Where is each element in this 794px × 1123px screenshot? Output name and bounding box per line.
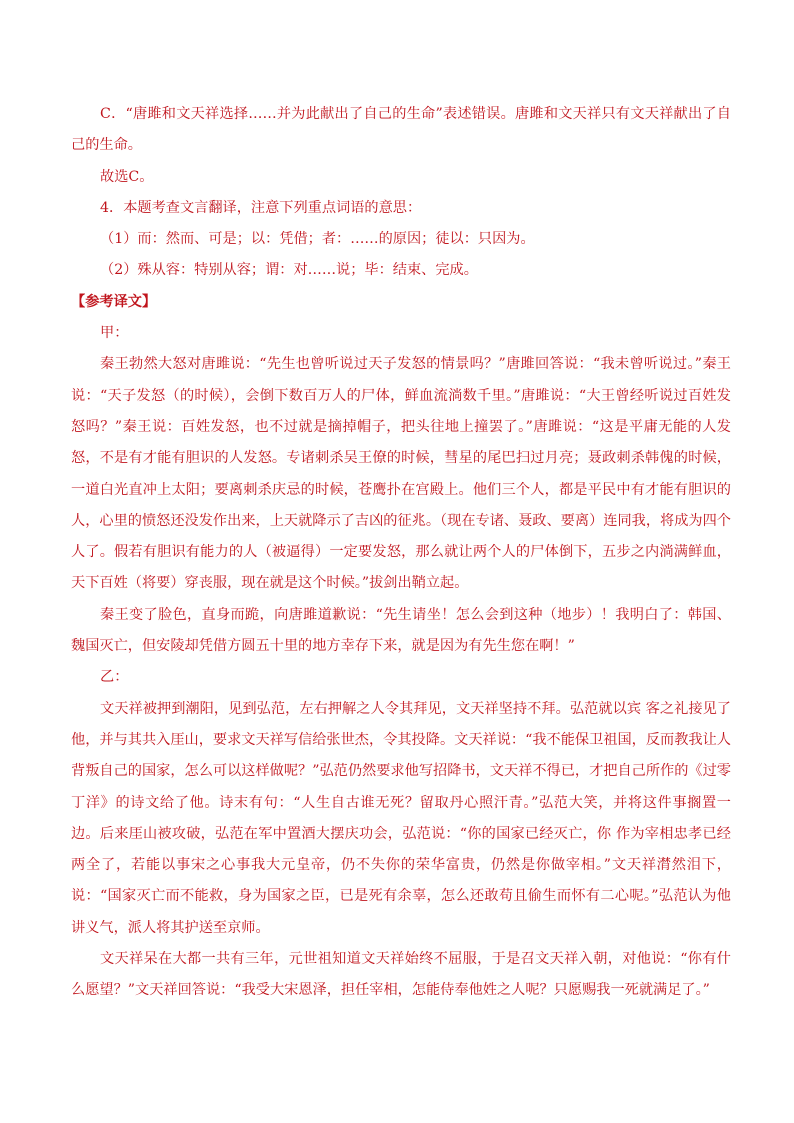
section-jia-label: 甲： xyxy=(100,325,129,342)
section-yi-label: 乙： xyxy=(100,669,129,686)
translation-jia-paragraph-1: 秦王勃然大怒对唐雎说：“先生也曾听说过天子发怒的情景吗？”唐雎回答说：“我未曾听说过。”秦王说：“天子发怒（的时候），会倒下数百万人的尸体，鲜血流淌数千里。”唐雎说：“大王曾经听说过百姓发怒吗？”秦王说：百姓发怒，也不过就是摘掉帽子，把头往地上撞罢了。”唐雎说：“这是平庸无能的人发怒，不是有才能有胆识的人发怒。专诸刺杀吴王僚的时候，彗星的尾巴扫过月亮；聂政刺杀韩傀的时候，一道白光直冲上太阳；要离刺杀庆忌的时候，苍鹰扑在宫殿上。他们三个人，都是平民中有才能有胆识的人，心里的愤怒还没发作出来，上天就降示了吉凶的征兆。（现在专诸、聂政、要离）连同我，将成为四个人了。假若有胆识有能力的人（被逼得）一定要发怒，那么就让两个人的尸体倒下，五步之内淌满鲜血，天下百姓（将要）穿丧服，现在就是这个时候。”拔剑出鞘立起。 xyxy=(71,356,731,592)
vocab-note-2: （2）殊从容：特别从容；谓：对……说；毕：结束、完成。 xyxy=(100,262,478,279)
answer-option-c-explanation: C．“唐雎和文天祥选择……并为此献出了自己的生命”表述错误。唐雎和文天祥只有文天祥献出了自己的生命。 xyxy=(71,106,731,154)
translation-yi-paragraph-1: 文天祥被押到潮阳，见到弘范，左右押解之人令其拜见，文天祥坚持不拜。弘范就以宾 客之礼接见了他，并与其共入厓山，要求文天祥写信给张世杰，令其投降。文天祥说：“我不能保卫祖国，反而教我让人背叛自己的国家，怎么可以这样做呢？”弘范仍然要求他写招降书，文天祥不得已，才把自己所作的《过零丁洋》的诗文给了他。诗末有句：“人生自古谁无死？留取丹心照汗青。”弘范大笑，并将这件事搁置一边。后来厓山被攻破，弘范在军中置酒大摆庆功会，弘范说：“你的国家已经灭亡，你 作为宰相忠孝已经两全了，若能以事宋之心事我大元皇帝，仍不失你的荣华富贵，仍然是你做宰相。”文天祥潸然泪下，说：“国家灭亡而不能救，身为国家之臣，已是死有余辜，怎么还敢苟且偷生而怀有二心呢。”弘范认为他讲义气，派人将其护送至京师。 xyxy=(71,700,731,936)
answer-conclusion: 故选C。 xyxy=(100,168,154,185)
question-4-heading: 4．本题考查文言翻译，注意下列重点词语的意思： xyxy=(100,199,422,216)
document-body xyxy=(71,99,731,1007)
reference-translation-heading: 【参考译文】 xyxy=(71,293,157,310)
translation-yi-paragraph-2: 文天祥呆在大都一共有三年，元世祖知道文天祥始终不屈服，于是召文天祥入朝，对他说：“你有什么愿望？”文天祥回答说：“我受大宋恩泽，担任宰相，怎能侍奉他姓之人呢？只愿赐我一死就满足了。” xyxy=(71,951,731,999)
translation-jia-paragraph-2: 秦王变了脸色，直身而跪，向唐雎道歉说：“先生请坐！怎么会到这种（地步）！我明白了：韩国、魏国灭亡，但安陵却凭借方圆五十里的地方幸存下来，就是因为有先生您在啊！” xyxy=(71,606,731,655)
vocab-note-1: （1）而：然而、可是；以：凭借；者：……的原因；徒以：只因为。 xyxy=(100,231,535,248)
